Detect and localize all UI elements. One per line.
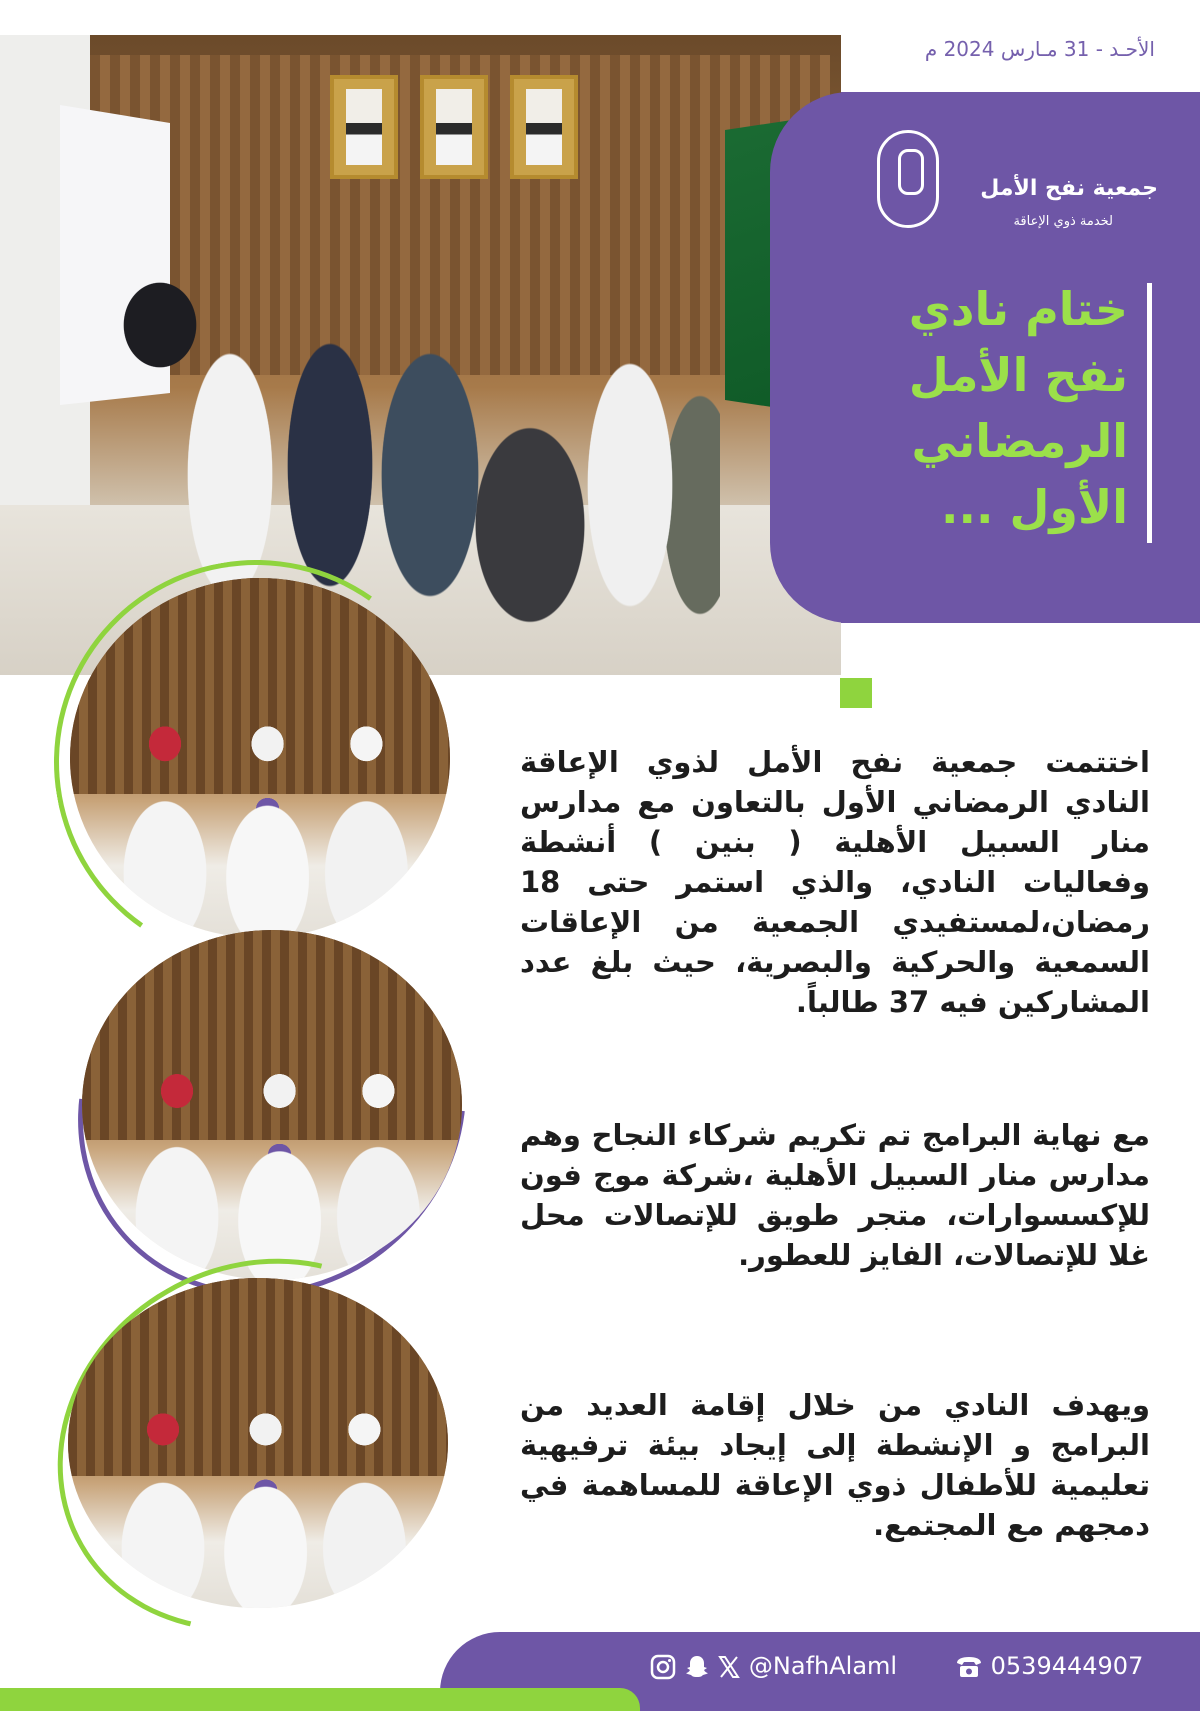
social-links xyxy=(650,1652,897,1680)
phone-number[interactable]: 0539444907 xyxy=(990,1652,1144,1680)
portrait-frame xyxy=(420,75,488,179)
x-icon[interactable] xyxy=(717,1655,741,1679)
headline-title: ختام نادي نفح الأمل الرمضاني الأول ... xyxy=(908,282,1128,534)
phone-contact xyxy=(955,1652,1143,1680)
title-divider xyxy=(1147,283,1152,543)
portrait-frame xyxy=(330,75,398,179)
honoring-photo-1 xyxy=(70,578,450,938)
article-paragraph-3: ويهدف النادي من خلال إقامة العديد من البرامج و الإنشطة إلى إيجاد بيئة ترفيهية تعليمية للأطفال ذوي الإعاقة للمساهمة في دمجهم مع المجتمع. xyxy=(520,1388,1150,1542)
association-logo-icon xyxy=(877,130,939,228)
decor-square xyxy=(840,678,872,708)
portrait-frame xyxy=(510,75,578,179)
social-handle[interactable]: @NafhAlaml xyxy=(748,1652,898,1680)
org-subtitle: لخدمة ذوي الإعاقة xyxy=(1013,214,1113,229)
honoring-photo-3 xyxy=(68,1278,448,1608)
instagram-icon[interactable] xyxy=(650,1654,676,1680)
panel-curve xyxy=(770,92,850,623)
org-name: جمعية نفح الأمل xyxy=(980,176,1158,201)
article-paragraph-2: مع نهاية البرامج تم تكريم شركاء النجاح وهم مدارس منار السبيل الأهلية ،شركة موج فون للإكسسوارات، متجر طويق للإتصالات محل غلا للإتصالات، الفايز للعطور. xyxy=(520,1118,1150,1272)
article-paragraph-1: اختتمت جمعية نفح الأمل لذوي الإعاقة النادي الرمضاني الأول بالتعاون مع مدارس منار السبيل الأهلية ( بنين ) أنشطة وفعاليات النادي، والذي استمر حتى 18 رمضان،لمستفيدي الجمعية من الإعاقات السمعية والحركية والبصرية، حيث بلغ عدد المشاركين فيه 37 طالباً. xyxy=(520,745,1150,1019)
footer-accent xyxy=(0,1688,640,1711)
publish-date: الأحـد - 31 مـارس 2024 م xyxy=(924,37,1155,61)
honoring-photo-2 xyxy=(82,930,462,1280)
snapchat-icon[interactable] xyxy=(684,1654,710,1680)
phone-icon xyxy=(955,1655,983,1679)
